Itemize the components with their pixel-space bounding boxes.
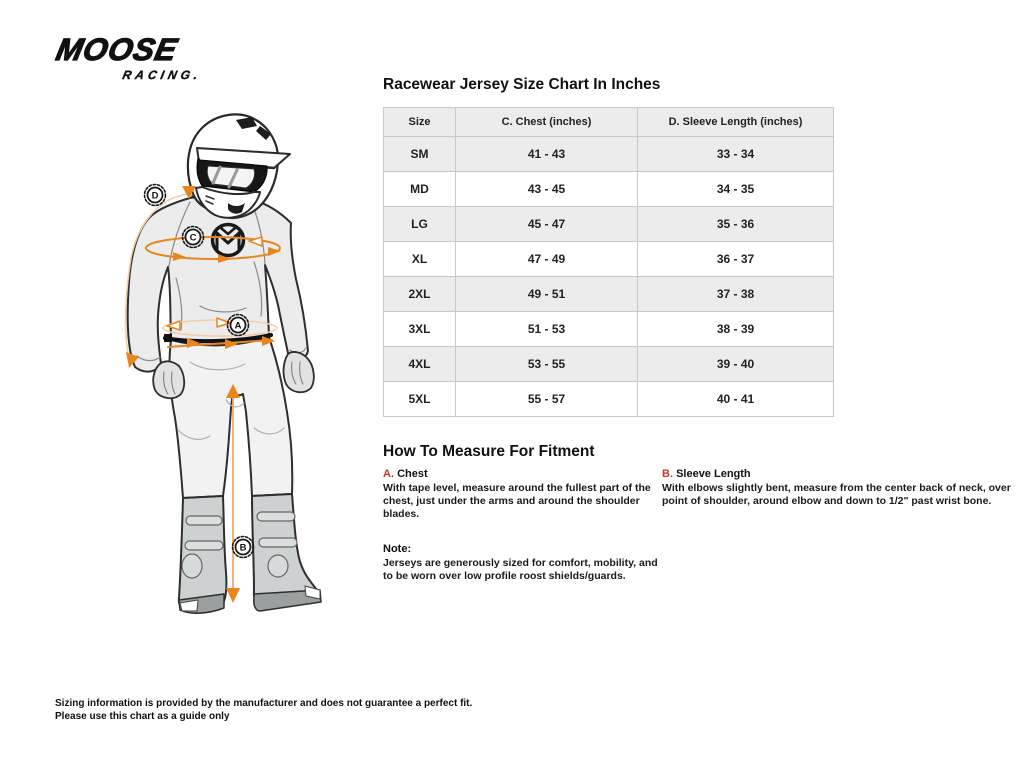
cell-size: XL xyxy=(384,242,456,277)
cell-sleeve: 33 - 34 xyxy=(638,137,834,172)
note-text: Jerseys are generously sized for comfort, mobility, and to be worn over low profile roost shields/guards. xyxy=(383,556,658,582)
table-row xyxy=(384,312,834,347)
marker-b xyxy=(233,537,254,558)
measure-letter-a: A. xyxy=(383,468,394,480)
cell-size: SM xyxy=(384,137,456,172)
cell-sleeve: 40 - 41 xyxy=(638,382,834,417)
measure-text-sleeve: With elbows slightly bent, measure from the center back of neck, over point of shoulder, around elbow and down to 1/2" past wrist bone. xyxy=(662,482,1011,507)
svg-text:A: A xyxy=(234,320,242,332)
marker-c xyxy=(183,227,204,248)
cell-sleeve: 39 - 40 xyxy=(638,347,834,382)
cell-chest: 41 - 43 xyxy=(456,137,638,172)
disclaimer-line-1: Sizing information is provided by the manufacturer and does not guarantee a perfect fit. xyxy=(55,698,473,709)
cell-chest: 55 - 57 xyxy=(456,382,638,417)
left-boot xyxy=(179,496,227,613)
table-row xyxy=(384,207,834,242)
table-header-row xyxy=(384,108,834,137)
marker-a xyxy=(228,315,249,336)
measure-item-sleeve xyxy=(662,468,1017,508)
helmet-icon xyxy=(188,114,290,218)
cell-sleeve: 34 - 35 xyxy=(638,172,834,207)
header-cell-sleeve: D. Sleeve Length (inches) xyxy=(638,108,834,137)
table-row xyxy=(384,242,834,277)
cell-chest: 45 - 47 xyxy=(456,207,638,242)
cell-chest: 49 - 51 xyxy=(456,277,638,312)
rider-measurement-illustration xyxy=(40,100,380,660)
measure-label-sleeve: Sleeve Length xyxy=(676,468,751,480)
note-block xyxy=(383,543,668,583)
brand-logo xyxy=(50,34,210,82)
table-row xyxy=(384,382,834,417)
marker-d xyxy=(145,185,166,206)
chart-column xyxy=(383,76,1023,583)
left-glove xyxy=(153,361,184,398)
size-table xyxy=(383,107,834,417)
note-label: Note: xyxy=(383,542,412,555)
cell-size: 2XL xyxy=(384,277,456,312)
measure-instructions xyxy=(383,468,1023,521)
pants xyxy=(170,337,293,498)
svg-text:B: B xyxy=(239,542,247,554)
measure-text-chest: With tape level, measure around the fullest part of the chest, just under the arms and around the shoulder blades. xyxy=(383,482,651,520)
header-cell-size: Size xyxy=(384,108,456,137)
how-to-heading: How To Measure For Fitment xyxy=(383,443,595,460)
brand-logo-subtext: RACING. xyxy=(121,68,203,82)
cell-sleeve: 38 - 39 xyxy=(638,312,834,347)
table-row xyxy=(384,347,834,382)
cell-size: 3XL xyxy=(384,312,456,347)
cell-chest: 51 - 53 xyxy=(456,312,638,347)
measure-letter-b: B. xyxy=(662,468,673,480)
svg-text:C: C xyxy=(189,232,197,244)
cell-sleeve: 35 - 36 xyxy=(638,207,834,242)
cell-chest: 43 - 45 xyxy=(456,172,638,207)
table-row xyxy=(384,137,834,172)
cell-size: LG xyxy=(384,207,456,242)
cell-size: MD xyxy=(384,172,456,207)
cell-chest: 47 - 49 xyxy=(456,242,638,277)
cell-sleeve: 36 - 37 xyxy=(638,242,834,277)
disclaimer-line-2: Please use this chart as a guide only xyxy=(55,711,230,722)
measure-label-chest: Chest xyxy=(397,468,428,480)
header-cell-chest: C. Chest (inches) xyxy=(456,108,638,137)
cell-size: 5XL xyxy=(384,382,456,417)
svg-text:D: D xyxy=(151,190,159,202)
brand-logo-wordmark: MOOSE xyxy=(53,32,181,67)
right-boot xyxy=(252,494,321,611)
table-row xyxy=(384,277,834,312)
cell-sleeve: 37 - 38 xyxy=(638,277,834,312)
rider-figure xyxy=(40,100,380,660)
cell-chest: 53 - 55 xyxy=(456,347,638,382)
table-row xyxy=(384,172,834,207)
measure-item-chest xyxy=(383,468,655,521)
page-title: Racewear Jersey Size Chart In Inches xyxy=(383,76,661,93)
disclaimer xyxy=(55,697,472,723)
right-glove xyxy=(284,352,314,392)
cell-size: 4XL xyxy=(384,347,456,382)
